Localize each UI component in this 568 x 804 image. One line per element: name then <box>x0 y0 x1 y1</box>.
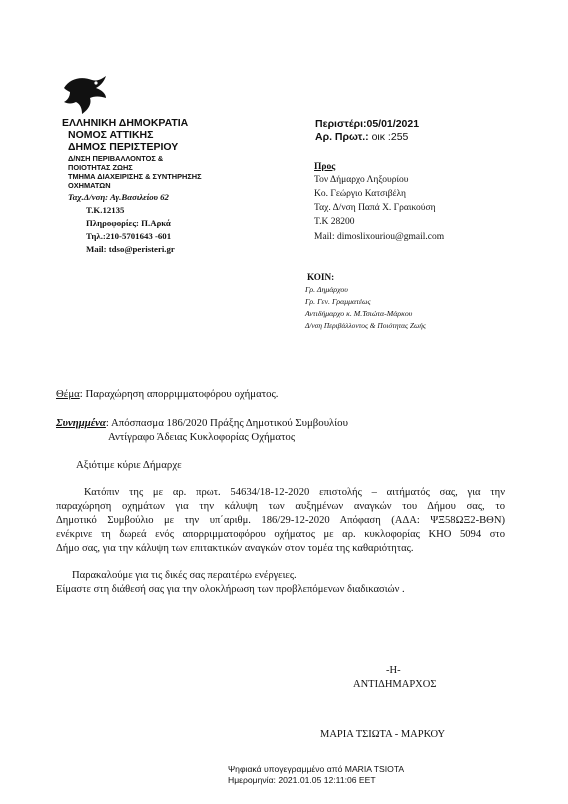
cc-heading: ΚΟΙΝ: <box>307 272 335 282</box>
signature-title: ΑΝΤΙΔΗΜΑΡΧΟΣ <box>353 679 437 690</box>
cc-item: Δ/νση Περιβάλλοντος & Ποιότητας Ζωής <box>305 321 426 330</box>
signature-article: -Η- <box>386 665 401 676</box>
subject-label: Θέμα <box>56 388 80 400</box>
paragraph-1-line-5: Δήμο σας, για την κάλυψη των επιτακτικών αναγκών στον τομέα της καθαριότητας. <box>56 543 414 554</box>
sender-address: Ταχ.Δ/νση: Αγ.Βασιλείου 62 <box>68 192 169 202</box>
paragraph-1-line-2: παραχώρηση οχημάτων για την κάλυψη των αυξημένων αναγκών του Δήμου σας, το <box>56 501 505 512</box>
department-line-4: ΟΧΗΜΑΤΩΝ <box>68 181 111 190</box>
prefecture-name: ΝΟΜΟΣ ΑΤΤΙΚΗΣ <box>68 129 154 141</box>
sender-mail: Mail: tdso@peristeri.gr <box>86 244 175 254</box>
protocol-number <box>315 131 408 143</box>
digital-signature-signer: Ψηφιακά υπογεγραμμένο από MARIA TSIOTA <box>228 764 405 774</box>
paragraph-1-line-1: Κατόπιν της με αρ. πρωτ. 54634/18-12-2020 επιστολής – αιτήματός σας, για την <box>84 487 505 498</box>
paragraph-1-line-4: ενέκρινε τη δωρεά ενός απορριμματοφόρου οχήματος με αρ. κυκλοφορίας ΚΗΟ 5094 στο <box>56 529 505 540</box>
recipient-line-4: Τ.Κ 28200 <box>314 217 355 227</box>
sender-phone: Τηλ.:210-5701643 -601 <box>86 231 172 241</box>
paragraph-1-line-3: Δημοτικό Συμβούλιο με την υπ΄αριθμ. 186/29-12-2020 Απόφαση (ΑΔΑ: ΨΞ58ΩΞ2-ΒΘΝ) <box>56 515 505 526</box>
attachment-1: : Απόσπασμα 186/2020 Πράξης Δημοτικού Συμβουλίου <box>105 417 348 429</box>
paragraph-2-line-1: Παρακαλούμε για τις δικές σας περαιτέρω ενέργειες. <box>72 570 297 581</box>
signatory-name: ΜΑΡΙΑ ΤΣΙΩΤΑ - ΜΑΡΚΟΥ <box>320 729 446 740</box>
attachments-label: Συνημμένα <box>56 417 106 429</box>
department-line-3: ΤΜΗΜΑ ΔΙΑΧΕΙΡΙΣΗΣ & ΣΥΝΤΗΡΗΣΗΣ <box>68 172 202 181</box>
recipient-line-1: Τον Δήμαρχο Ληξουρίου <box>314 175 409 185</box>
paragraph-2-line-2: Είμαστε στη διάθεσή σας για την ολοκλήρωση των προβλεπόμενων διαδικασιών . <box>56 584 405 595</box>
department-line-2: ΠΟΙΟΤΗΤΑΣ ΖΩΗΣ <box>68 163 133 172</box>
digital-signature-date: Ημερομηνία: 2021.01.05 12:11:06 EET <box>228 775 376 785</box>
recipient-line-3: Ταχ. Δ/νση Παπά Χ. Γραικούση <box>314 203 436 213</box>
attachment-2: Αντίγραφο Άδειας Κυκλοφορίας Οχήματος <box>108 431 296 443</box>
letter-date: Περιστέρι:05/01/2021 <box>315 118 420 130</box>
recipient-line-2: Κο. Γεώργιο Κατσιβέλη <box>314 189 407 199</box>
sender-postal-code: Τ.Κ.12135 <box>86 205 125 215</box>
peristeri-logo <box>62 74 108 116</box>
recipient-heading: Προς <box>314 162 336 172</box>
greeting: Αξιότιμε κύριε Δήμαρχε <box>76 459 182 471</box>
cc-item: Γρ. Δημάρχου <box>305 285 348 294</box>
recipient-line-5: Mail: dimoslixouriou@gmail.com <box>314 232 445 242</box>
municipality-name: ΔΗΜΟΣ ΠΕΡΙΣΤΕΡΙΟΥ <box>68 141 179 153</box>
protocol-value: οικ :255 <box>371 131 409 143</box>
cc-item: Γρ. Γεν. Γραμματέως <box>305 297 371 306</box>
attachments-line-1 <box>56 417 348 429</box>
department-line-1: Δ/ΝΣΗ ΠΕΡΙΒΑΛΛΟΝΤΟΣ & <box>68 154 164 163</box>
sender-info-contact: Πληροφορίες: Π.Αρκά <box>86 218 171 228</box>
subject-line <box>56 388 278 400</box>
subject-text: : Παραχώρηση απορριμματοφόρου οχήματος. <box>79 388 279 400</box>
country-name: ΕΛΛΗΝΙΚΗ ΔΗΜΟΚΡΑΤΙΑ <box>62 117 189 129</box>
cc-item: Αντιδήμαρχο κ. Μ.Τσιώτα-Μάρκου <box>305 309 413 318</box>
protocol-label: Αρ. Πρωτ.: <box>315 131 369 143</box>
